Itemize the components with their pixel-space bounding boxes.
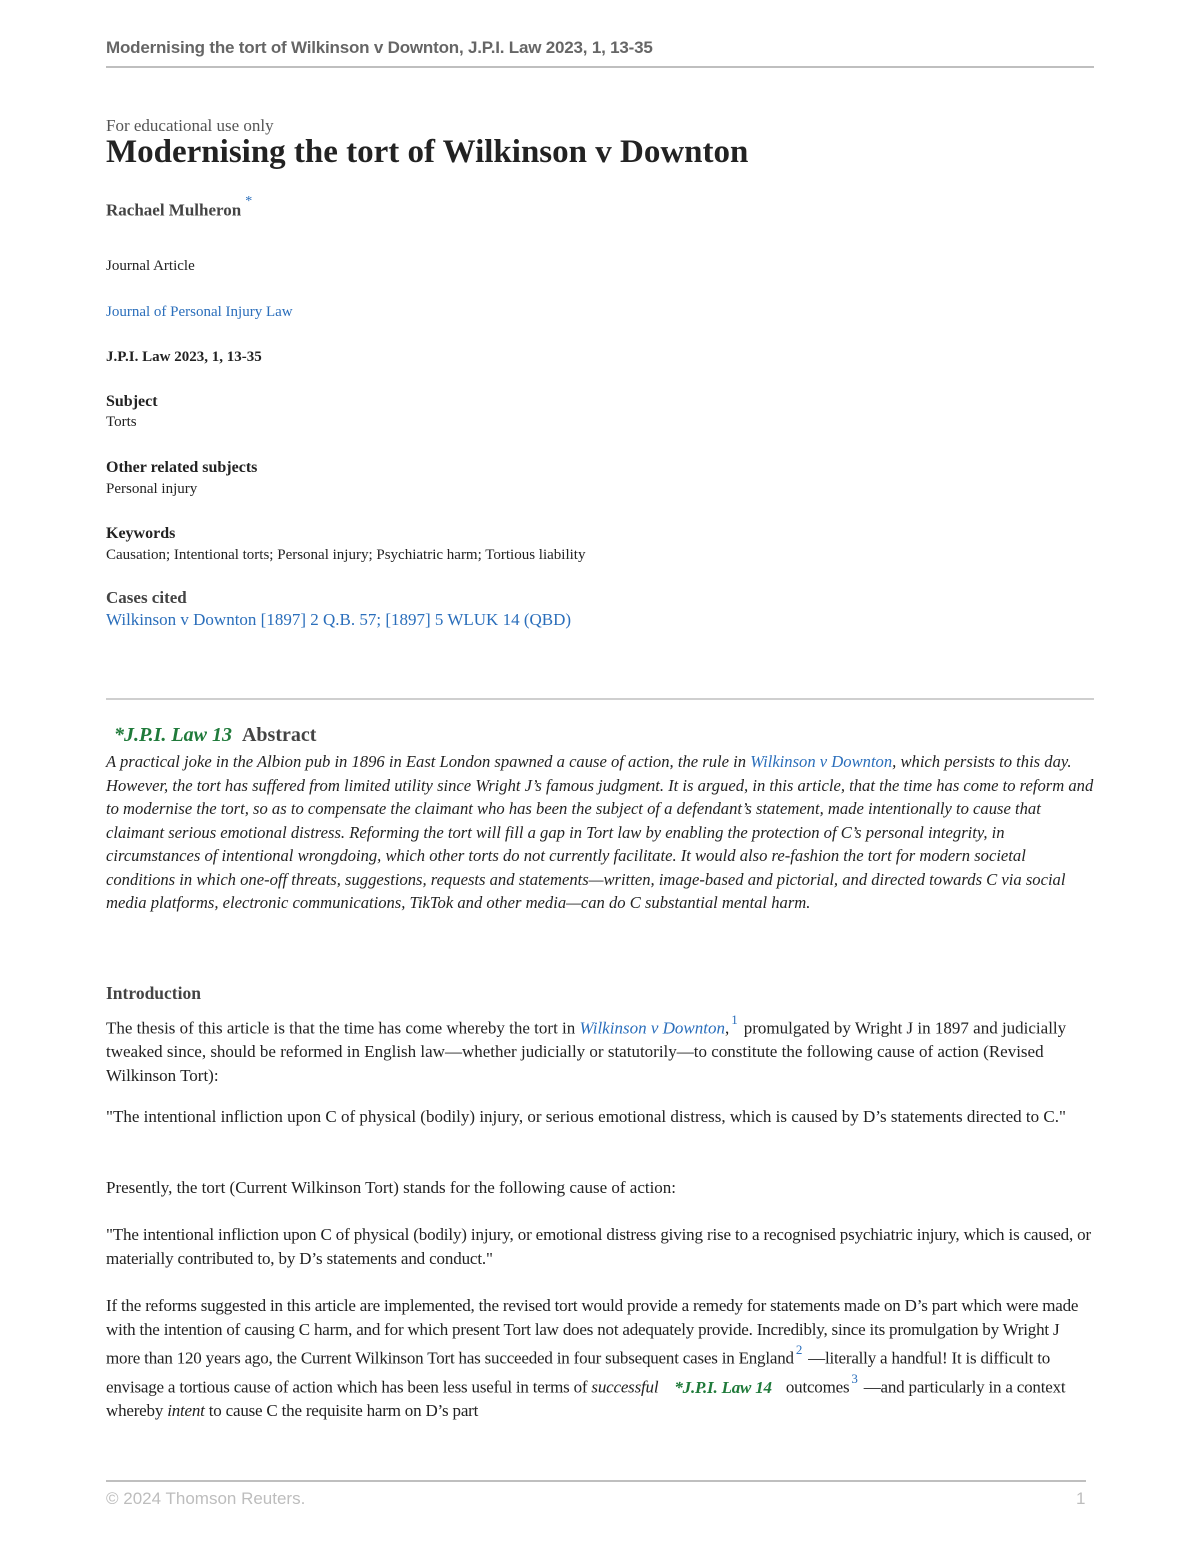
subject-label: Subject — [106, 393, 158, 410]
abstract-title: Abstract — [241, 724, 317, 746]
paragraph-text: to cause C the requisite harm on D’s part — [204, 1401, 479, 1421]
quote-current-tort: "The intentional infliction upon C of physical (bodily) injury, or emotional distress giving rise to a recognised psychiatric injury, which is caused, or materially contributed to, by D’s statements and conduct." — [106, 1225, 1092, 1268]
other-subjects-label: Other related subjects — [106, 459, 258, 476]
keywords-value: Causation; Intentional torts; Personal injury; Psychiatric harm; Tortious liability — [106, 547, 586, 563]
abstract-case-link[interactable]: Wilkinson v Downton — [750, 752, 893, 771]
emphasis-text: successful — [591, 1377, 659, 1397]
case-cited-link[interactable]: Wilkinson v Downton [1897] 2 Q.B. 57; [1897] 5 WLUK 14 (QBD) — [106, 610, 572, 629]
abstract-text-part: , which persists to this day. However, the tort has suffered from limited utility since Wright J’s famous judgment. It is argued, in this article, that the time has come to reform and to modernise the tort, so as to compensate the claimant who has been the subject of a defendant’s statement, made intentionally to cause that claimant serious emotional distress. Reforming the tort will fill a gap in Tort law by enabling the protection of C’s personal integrity, in circumstances of intentional wrongdoing, which other torts do not currently facilitate. It would also re-fashion the tort for modern societal conditions in which one-off threats, suggestions, requests and statements—written, image-based and pictorial, and directed towards C via social media platforms, electronic communications, TikTok and other media—can do C substantial mental harm. — [106, 752, 1094, 912]
page-marker-14: *J.P.I. Law 14 — [674, 1377, 772, 1397]
running-header: Modernising the tort of Wilkinson v Downton, J.P.I. Law 2023, 1, 13-35 — [106, 38, 653, 57]
intro-paragraph-2: Presently, the tort (Current Wilkinson Tort) stands for the following cause of action: — [106, 1178, 677, 1197]
quote-revised-tort: "The intentional infliction upon C of physical (bodily) injury, or serious emotional distress, which is caused by D’s statements directed to C." — [106, 1107, 1066, 1126]
intro-paragraph-3 — [106, 1294, 1096, 1423]
author-footnote-link[interactable]: * — [245, 194, 253, 209]
document-type: Journal Article — [106, 258, 195, 274]
keywords-label: Keywords — [106, 525, 176, 542]
abstract-text-part: A practical joke in the Albion pub in 1896 in East London spawned a cause of action, the rule in — [106, 752, 751, 771]
footnote-link-2[interactable]: 2 — [795, 1342, 803, 1357]
paragraph-text: outcomes — [785, 1377, 850, 1397]
paragraph-text: If the reforms suggested in this article are implemented, the revised tort would provide a remedy for statements made on D’s part which were made with the intention of causing C harm, and for which present Tort law does not adequately provide. Incredibly, since its promulgation by Wright J more than 120 years ago, the Current Wilkinson Tort has succeeded in four subsequent cases in England — [106, 1296, 1079, 1368]
footnote-link-3[interactable]: 3 — [851, 1371, 858, 1387]
header-divider — [106, 66, 1094, 68]
paragraph-text: —literally a handful! It is difficult to envisage a tortious cause of action which has been less useful in terms of — [106, 1348, 1051, 1397]
educational-use-note: For educational use only — [106, 116, 274, 135]
abstract-heading — [114, 724, 316, 747]
paragraph-text: —and particularly in a context whereby — [106, 1377, 1066, 1421]
intro-case-link[interactable]: Wilkinson v Downton — [579, 1018, 725, 1038]
section-divider — [106, 698, 1094, 700]
document-title: Modernising the tort of Wilkinson v Downton — [106, 134, 749, 170]
cases-cited-label: Cases cited — [106, 588, 187, 607]
paragraph-text: promulgated by Wright J in 1897 and judicially tweaked since, should be reformed in English law—whether judicially or statutorily—to constitute the following cause of action (Revised Wilkinson Tort): — [106, 1018, 1067, 1085]
footer-divider — [106, 1480, 1086, 1482]
footnote-link-1[interactable]: 1 — [731, 1012, 738, 1027]
journal-link[interactable]: Journal of Personal Injury Law — [106, 304, 293, 320]
other-subjects-value: Personal injury — [106, 481, 198, 497]
abstract-text — [106, 750, 1096, 915]
intro-paragraph-1: The thesis of this article is that the time has come whereby the tort in Wilkinson v Downton, $^1$ promulgated by Wright J in 1897 and judicially tweaked since, should be reformed in English law—whether judicially or statutorily—to constitute the following cause of action (Revised Wilkinson Tort): — [106, 1012, 1067, 1085]
paragraph-text: The thesis of this article is that the time has come whereby the tort in — [106, 1018, 580, 1038]
page-number: 1 — [1076, 1489, 1086, 1508]
subject-value: Torts — [106, 414, 137, 430]
author-line — [106, 194, 253, 221]
citation: J.P.I. Law 2023, 1, 13-35 — [106, 349, 262, 365]
introduction-heading: Introduction — [106, 983, 201, 1003]
copyright-notice: © 2024 Thomson Reuters. — [106, 1489, 306, 1508]
page-marker-13: *J.P.I. Law 13 — [114, 724, 232, 746]
emphasis-text: intent — [167, 1401, 205, 1421]
author-name: Rachael Mulheron — [106, 200, 242, 220]
